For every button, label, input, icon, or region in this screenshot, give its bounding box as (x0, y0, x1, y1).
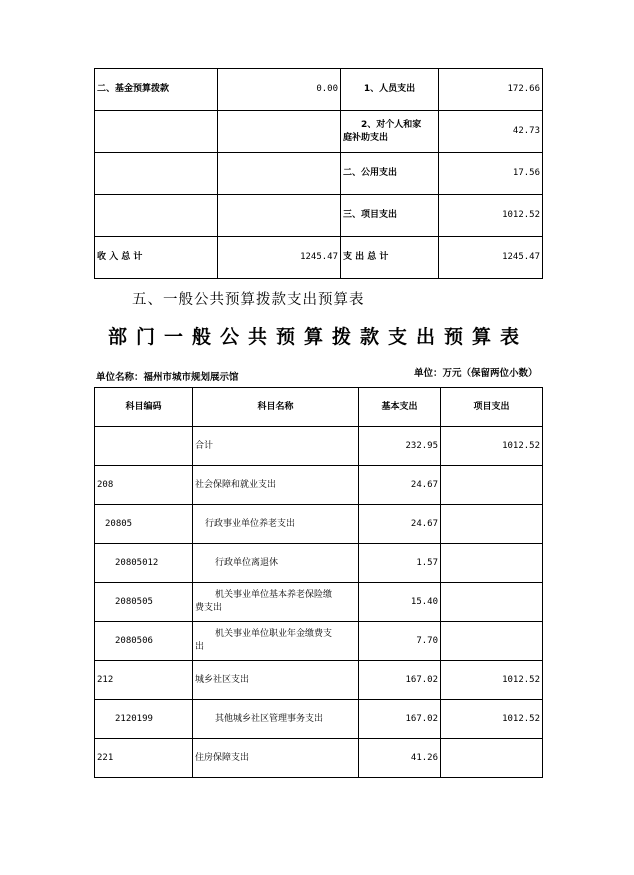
table-row (95, 505, 543, 544)
subject-name-line2: 出 (195, 642, 205, 652)
basic-expense: 7.70 (359, 622, 441, 661)
header-basic-expense: 基本支出 (359, 388, 441, 427)
unit-label: 单位：万元（保留两位小数） (414, 368, 538, 379)
project-expense (441, 622, 543, 661)
project-expense (441, 739, 543, 778)
basic-expense: 41.26 (359, 739, 441, 778)
header-subject-name: 科目名称 (193, 388, 359, 427)
public-expense-label: 二、公用支出 (341, 153, 439, 195)
table-row (95, 661, 543, 700)
table-row (95, 622, 543, 661)
expense-total-value: 1245.47 (439, 237, 543, 279)
basic-expense: 24.67 (359, 505, 441, 544)
project-expense (441, 466, 543, 505)
basic-expense: 15.40 (359, 583, 441, 622)
empty-cell (95, 153, 218, 195)
income-total-label: 收 入 总 计 (95, 237, 218, 279)
subject-name-line1: 机关事业单位职业年金缴费支 (215, 629, 333, 639)
subject-name: 社会保障和就业支出 (193, 466, 359, 505)
subject-name: 行政单位离退休 (193, 544, 359, 583)
family-subsidy-value: 42.73 (439, 111, 543, 153)
table-row (95, 544, 543, 583)
header-subject-code: 科目编码 (95, 388, 193, 427)
subject-code: 221 (95, 739, 193, 778)
project-expense-label: 三、项目支出 (341, 195, 439, 237)
income-total-value: 1245.47 (218, 237, 341, 279)
personnel-expense-value: 172.66 (439, 69, 543, 111)
table-row (95, 466, 543, 505)
subject-name-line1: 机关事业单位基本养老保险缴 (215, 590, 333, 600)
unit-name: 单位名称：福州市城市规划展示馆 (96, 372, 239, 383)
public-expense-value: 17.56 (439, 153, 543, 195)
section-heading: 五、一般公共预算拨款支出预算表 (132, 292, 365, 308)
subject-name: 城乡社区支出 (193, 661, 359, 700)
empty-cell (95, 195, 218, 237)
project-expense: 1012.52 (441, 661, 543, 700)
empty-cell (95, 111, 218, 153)
subject-code: 20805012 (95, 544, 193, 583)
table-title: 部门一般公共预算拨款支出预算表 (108, 326, 529, 348)
family-subsidy-label-line2: 庭补助支出 (343, 132, 389, 143)
basic-expense: 232.95 (359, 427, 441, 466)
subject-code: 212 (95, 661, 193, 700)
project-expense (441, 505, 543, 544)
subject-code: 20805 (95, 505, 193, 544)
basic-expense: 24.67 (359, 466, 441, 505)
empty-cell (218, 111, 341, 153)
subject-code: 2080506 (95, 622, 193, 661)
project-expense: 1012.52 (441, 427, 543, 466)
table-row (95, 700, 543, 739)
subject-name: 合计 (193, 427, 359, 466)
project-expense (441, 544, 543, 583)
subject-name: 其他城乡社区管理事务支出 (193, 700, 359, 739)
project-expense (441, 583, 543, 622)
personnel-expense-label: 1、人员支出 (341, 69, 439, 111)
table-row (95, 427, 543, 466)
basic-expense: 167.02 (359, 700, 441, 739)
budget-expense-table (94, 387, 543, 778)
subject-code: 2120199 (95, 700, 193, 739)
table-row (95, 739, 543, 778)
fund-budget-value: 0.00 (218, 69, 341, 111)
basic-expense: 1.57 (359, 544, 441, 583)
subject-name: 行政事业单位养老支出 (193, 505, 359, 544)
subject-code (95, 427, 193, 466)
income-expense-summary-table (94, 68, 543, 279)
table-row (95, 583, 543, 622)
family-subsidy-label-line1: 2、对个人和家 (361, 119, 422, 130)
header-project-expense: 项目支出 (441, 388, 543, 427)
family-subsidy-label (341, 111, 439, 153)
subject-name (193, 622, 359, 661)
fund-budget-label: 二、基金预算拨款 (95, 69, 218, 111)
project-expense: 1012.52 (441, 700, 543, 739)
empty-cell (218, 153, 341, 195)
subject-code: 2080505 (95, 583, 193, 622)
subject-name: 住房保障支出 (193, 739, 359, 778)
empty-cell (218, 195, 341, 237)
subject-name (193, 583, 359, 622)
project-expense-value: 1012.52 (439, 195, 543, 237)
expense-total-label: 支 出 总 计 (341, 237, 439, 279)
subject-name-line2: 费支出 (195, 603, 223, 613)
subject-code: 208 (95, 466, 193, 505)
basic-expense: 167.02 (359, 661, 441, 700)
